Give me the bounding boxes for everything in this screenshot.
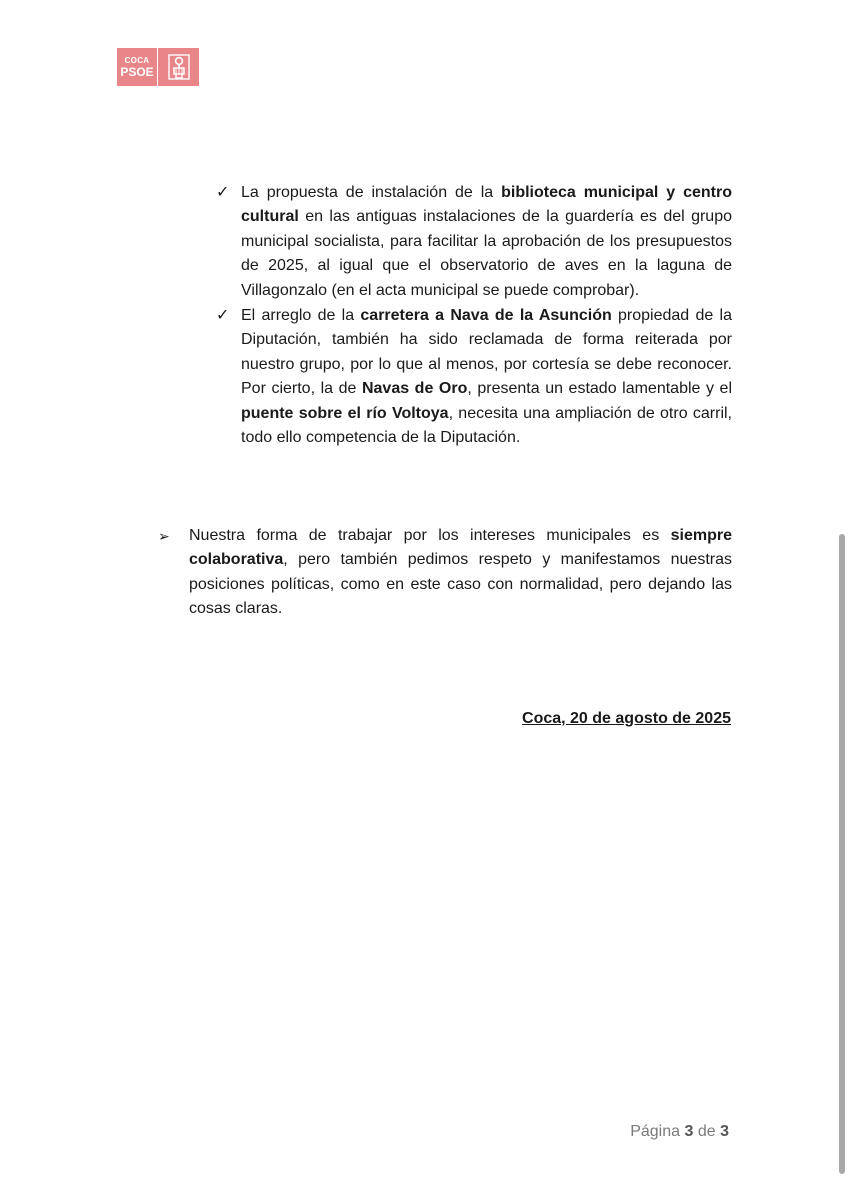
checkmark-icon: ✓ (216, 184, 230, 201)
logo-main-text: PSOE (120, 64, 154, 79)
logo-top-text: COCA (124, 55, 150, 65)
text-segment: , necesita una ampliación de otro carril, todo ello competencia de la Diputación. (241, 404, 732, 447)
page-of-word: de (697, 1123, 716, 1140)
bold-phrase: Navas de Oro (361, 380, 468, 398)
page-total: 3 (720, 1123, 729, 1140)
page-number (630, 1120, 729, 1144)
bold-phrase: puente sobre el río Voltoya (241, 404, 449, 422)
text-segment: La propuesta de instalación de la (241, 184, 502, 201)
fist-rose-icon (158, 48, 199, 86)
bullet-item-road (241, 304, 732, 450)
bullet-item-collaboration (189, 524, 732, 622)
text-segment: , pero también pedimos respeto y manifestamos nuestras posiciones políticas, como en este caso con normalidad, pero dejando las cosas claras. (189, 551, 732, 618)
text-segment: El arreglo de la (241, 307, 361, 324)
bold-phrase: siempre colaborativa (189, 527, 732, 569)
checkmark-icon: ✓ (216, 307, 230, 324)
bold-phrase: biblioteca municipal y centro cultural (241, 184, 732, 226)
signature-date: Coca, 20 de agosto de 2025 (522, 710, 731, 727)
scrollbar-thumb[interactable] (839, 534, 845, 1174)
bullet-item-library (241, 181, 732, 303)
page-current: 3 (684, 1123, 694, 1140)
text-segment: propiedad de la Diputación, también ha sido reclamada de forma reiterada por nuestro grupo, por lo que al menos, por cortesía se debe reconocer. Por cierto, la de (241, 307, 733, 398)
vertical-scrollbar[interactable] (838, 0, 848, 1200)
text-segment: Nuestra forma de trabajar por los intereses municipales es (189, 527, 671, 544)
text-segment: en las antiguas instalaciones de la guardería es del grupo municipal socialista, para facilitar la aprobación de los presupuestos de 2025, al igual que el observatorio de aves en la laguna de Villagonzalo (en el acta municipal se puede comprobar). (241, 208, 732, 299)
arrow-bullet-icon: ➢ (158, 528, 170, 544)
psoe-coca-logo (117, 48, 199, 86)
page-word: Página (630, 1123, 681, 1140)
bold-phrase: carretera a Nava de la Asunción (360, 307, 612, 324)
text-segment: , presenta un estado lamentable y el (467, 380, 733, 398)
